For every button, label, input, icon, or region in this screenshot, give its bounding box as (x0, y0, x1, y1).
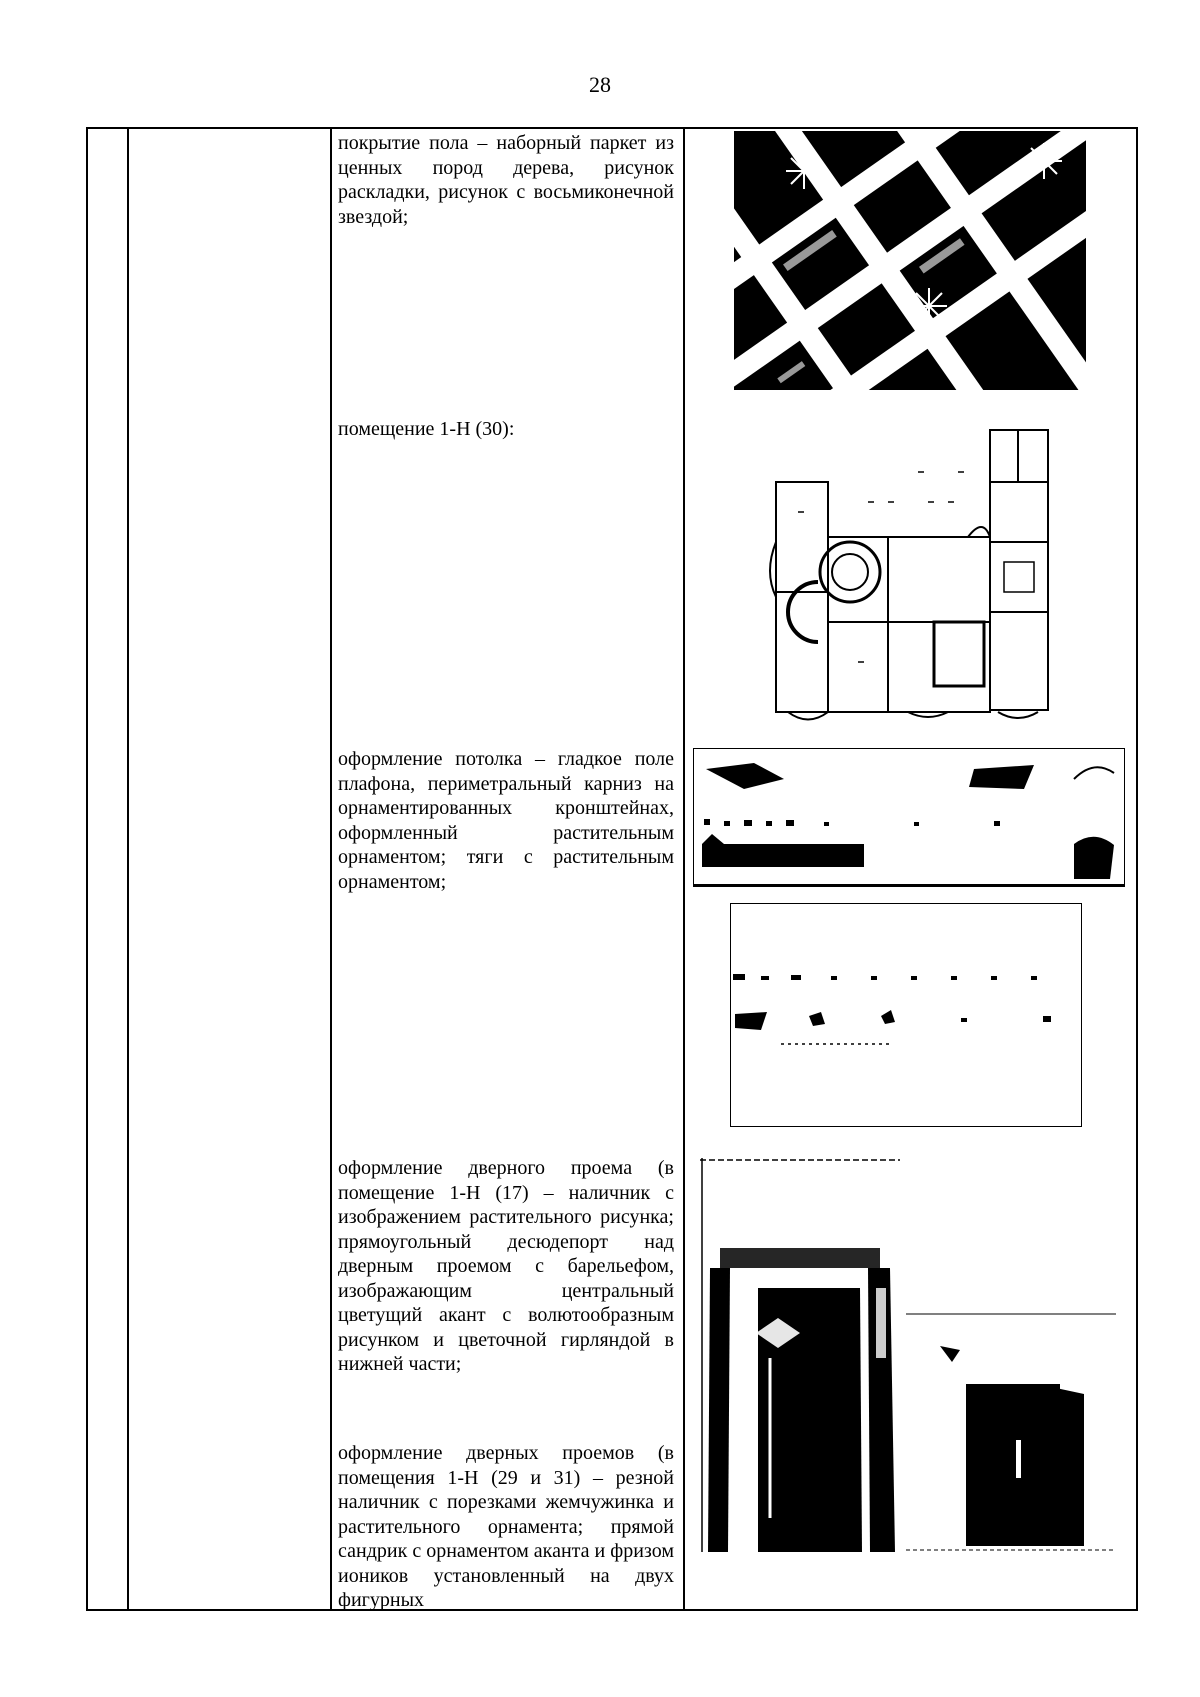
table-top-border (86, 127, 1138, 129)
text-doorway-17: оформление дверного проема (в помещение 1-Н (17) – наличник с изображением растительного рисунка; прямоугольный десюдепорт над дверным проемом с барельефом, изображающим центральный цветущий акант с волютообразным рисунком и цветочной гирляндой в нижней части; (338, 1157, 674, 1375)
parquet-photo (734, 131, 1086, 390)
text-doorways-29-31: оформление дверных проемов (в помещения 1-Н (29 и 31) – резной наличник с порезками жемчужинка и растительного орнамента; прямой сандрик с орнаментом аканта и фризом иоников установленный на двух фигурных (338, 1442, 674, 1611)
table-column-divider-1 (127, 127, 129, 1611)
text-room-1n-30: помещение 1-Н (30): (338, 418, 515, 440)
table-border-right (1136, 127, 1138, 1611)
table-border-left (86, 127, 88, 1611)
text-ceiling-decoration: оформление потолка – гладкое поле плафона, периметральный карниз на орнаментированных кронштейнах, оформленный растительным орнаментом; тяги с растительным орнаментом; (338, 748, 674, 893)
floor-plan (768, 422, 1064, 725)
ceiling-photo-2 (730, 903, 1082, 1127)
text-floor-covering: покрытие пола – наборный паркет из ценных пород дерева, рисунок раскладки, рисунок с восьмиконечной звездой; (338, 132, 674, 228)
door-photo-2 (906, 1310, 1116, 1552)
ceiling-photo-1 (693, 748, 1125, 887)
door-photo-1 (700, 1158, 900, 1552)
page-number: 28 (589, 72, 611, 97)
table-column-divider-3 (683, 127, 685, 1611)
table-column-divider-2 (330, 127, 332, 1611)
